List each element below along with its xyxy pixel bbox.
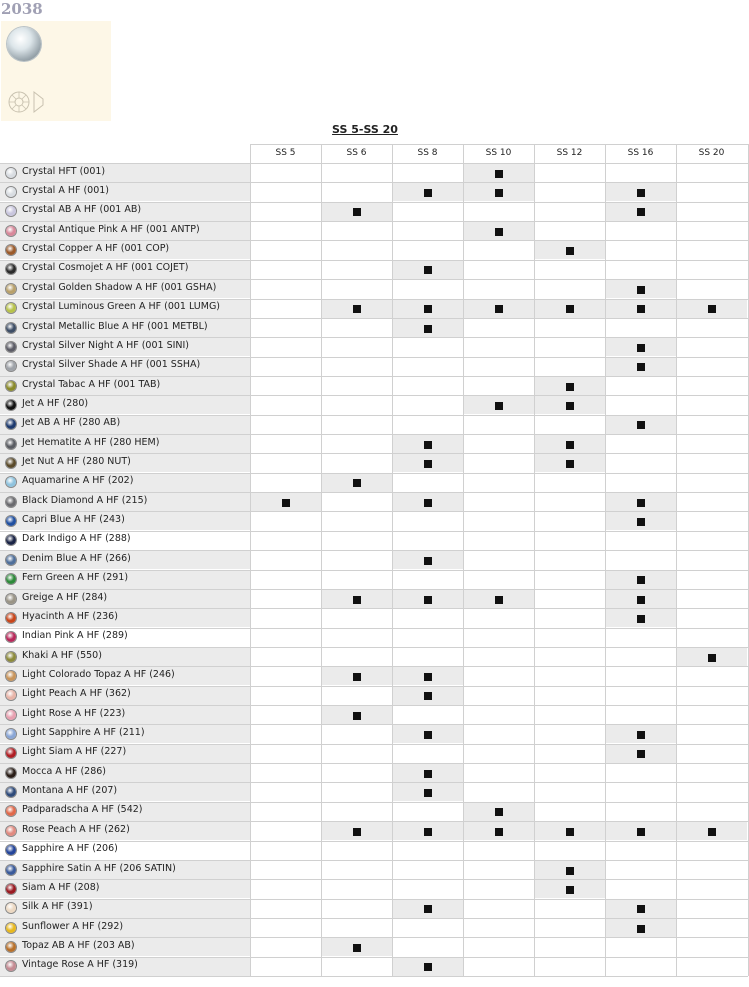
row-label: Light Siam A HF (227) [22, 746, 127, 758]
column-header: SS 8 [417, 148, 438, 158]
availability-mark [424, 596, 432, 604]
column-header: SS 12 [556, 148, 583, 158]
row-label: Crystal Tabac A HF (001 TAB) [22, 378, 161, 390]
row-label: Jet A HF (280) [22, 397, 89, 409]
row-label: Jet AB A HF (280 AB) [22, 417, 121, 429]
availability-mark [424, 692, 432, 700]
row-label: Indian Pink A HF (289) [22, 630, 128, 642]
row-label: Light Sapphire A HF (211) [22, 727, 145, 739]
color-swatch [6, 187, 16, 197]
availability-mark [424, 441, 432, 449]
availability-mark [495, 170, 503, 178]
row-label: Crystal Silver Shade A HF (001 SSHA) [22, 359, 201, 371]
availability-mark [637, 421, 645, 429]
availability-mark [424, 557, 432, 565]
availability-mark [495, 305, 503, 313]
top-view-diagram [8, 91, 30, 113]
availability-mark [424, 905, 432, 913]
row-label: Light Rose A HF (223) [22, 707, 126, 719]
column-header: SS 20 [698, 148, 725, 158]
row-label: Mocca A HF (286) [22, 765, 106, 777]
color-swatch [6, 381, 16, 391]
product-preview [1, 21, 111, 121]
availability-mark [566, 460, 574, 468]
row-label: Khaki A HF (550) [22, 649, 102, 661]
row-label: Padparadscha A HF (542) [22, 804, 143, 816]
color-swatch [6, 400, 16, 410]
product-code: 2038 [1, 0, 43, 18]
availability-mark [353, 208, 361, 216]
row-divider [0, 841, 748, 842]
color-swatch [6, 594, 16, 604]
availability-mark [566, 886, 574, 894]
availability-mark [708, 654, 716, 662]
availability-mark [637, 750, 645, 758]
row-label: Dark Indigo A HF (288) [22, 533, 131, 545]
color-swatch [6, 942, 16, 952]
availability-mark [637, 905, 645, 913]
availability-mark [424, 963, 432, 971]
row-label: Light Peach A HF (362) [22, 688, 131, 700]
column-header: SS 5 [275, 148, 296, 158]
row-label: Crystal Copper A HF (001 COP) [22, 243, 170, 255]
size-range-title: SS 5-SS 20 [332, 123, 398, 136]
color-swatch [6, 497, 16, 507]
row-label: Topaz AB A HF (203 AB) [22, 939, 135, 951]
color-swatch [6, 555, 16, 565]
row-divider [0, 976, 748, 977]
row-label: Jet Nut A HF (280 NUT) [22, 456, 131, 468]
availability-mark [637, 925, 645, 933]
row-label: Sapphire Satin A HF (206 SATIN) [22, 862, 176, 874]
availability-mark [424, 305, 432, 313]
row-label: Fern Green A HF (291) [22, 572, 129, 584]
row-label: Aquamarine A HF (202) [22, 475, 134, 487]
column-header: SS 10 [485, 148, 512, 158]
row-divider [0, 628, 748, 629]
availability-mark [353, 479, 361, 487]
column-header: SS 6 [346, 148, 367, 158]
row-label: Rose Peach A HF (262) [22, 823, 130, 835]
availability-mark [637, 189, 645, 197]
color-swatch [6, 768, 16, 778]
column-divider [534, 144, 535, 976]
row-label: Crystal AB A HF (001 AB) [22, 204, 142, 216]
row-label: Siam A HF (208) [22, 881, 100, 893]
color-swatch [6, 168, 16, 178]
row-label: Sapphire A HF (206) [22, 843, 118, 855]
availability-mark [495, 596, 503, 604]
color-swatch [6, 613, 16, 623]
availability-mark [495, 828, 503, 836]
row-label: Crystal Cosmojet A HF (001 COJET) [22, 262, 189, 274]
availability-mark [708, 828, 716, 836]
color-swatch [6, 284, 16, 294]
row-label: Light Colorado Topaz A HF (246) [22, 668, 175, 680]
color-swatch [6, 671, 16, 681]
row-label: Crystal Silver Night A HF (001 SINI) [22, 339, 190, 351]
color-swatch [6, 323, 16, 333]
column-header: SS 16 [627, 148, 654, 158]
color-swatch [6, 845, 16, 855]
availability-mark [566, 867, 574, 875]
row-label: Capri Blue A HF (243) [22, 514, 125, 526]
availability-mark [566, 305, 574, 313]
availability-mark [637, 363, 645, 371]
color-swatch [6, 342, 16, 352]
row-label: Silk A HF (391) [22, 901, 93, 913]
color-swatch [6, 710, 16, 720]
column-divider [321, 144, 322, 976]
availability-mark [353, 596, 361, 604]
availability-mark [495, 402, 503, 410]
availability-mark [495, 189, 503, 197]
availability-mark [637, 305, 645, 313]
row-label: Sunflower A HF (292) [22, 920, 124, 932]
row-label: Black Diamond A HF (215) [22, 494, 148, 506]
availability-mark [637, 828, 645, 836]
availability-mark [424, 266, 432, 274]
availability-mark [353, 944, 361, 952]
column-divider [250, 144, 251, 976]
availability-mark [637, 208, 645, 216]
availability-mark [637, 499, 645, 507]
availability-mark [282, 499, 290, 507]
availability-mark [424, 789, 432, 797]
color-swatch [6, 923, 16, 933]
row-label: Crystal A HF (001) [22, 185, 110, 197]
availability-mark [353, 828, 361, 836]
color-swatch [6, 535, 16, 545]
header-divider [250, 144, 748, 145]
availability-mark [424, 499, 432, 507]
column-divider [605, 144, 606, 976]
availability-mark [566, 828, 574, 836]
row-label: Vintage Rose A HF (319) [22, 959, 138, 971]
availability-mark [495, 808, 503, 816]
color-swatch [6, 865, 16, 875]
availability-mark [637, 576, 645, 584]
column-divider [463, 144, 464, 976]
row-label: Crystal Metallic Blue A HF (001 METBL) [22, 320, 208, 332]
availability-mark [566, 402, 574, 410]
color-swatch [6, 652, 16, 662]
color-swatch [6, 826, 16, 836]
availability-mark [637, 615, 645, 623]
availability-mark [353, 712, 361, 720]
availability-mark [637, 344, 645, 352]
availability-mark [566, 441, 574, 449]
row-label: Jet Hematite A HF (280 HEM) [22, 436, 160, 448]
row-label: Greige A HF (284) [22, 591, 108, 603]
column-divider [676, 144, 677, 976]
availability-mark [637, 731, 645, 739]
availability-mark [708, 305, 716, 313]
row-label: Crystal Luminous Green A HF (001 LUMG) [22, 301, 221, 313]
availability-mark [353, 305, 361, 313]
availability-mark [424, 673, 432, 681]
row-label: Crystal Golden Shadow A HF (001 GSHA) [22, 281, 217, 293]
availability-mark [424, 770, 432, 778]
availability-mark [353, 673, 361, 681]
row-label: Denim Blue A HF (266) [22, 552, 131, 564]
availability-mark [637, 518, 645, 526]
color-swatch [6, 439, 16, 449]
color-swatch [6, 884, 16, 894]
availability-mark [424, 189, 432, 197]
color-swatch [6, 632, 16, 642]
availability-mark [424, 460, 432, 468]
color-swatch [6, 729, 16, 739]
row-label: Crystal Antique Pink A HF (001 ANTP) [22, 223, 200, 235]
availability-mark [566, 383, 574, 391]
availability-mark [424, 828, 432, 836]
row-label: Montana A HF (207) [22, 785, 118, 797]
row-divider [0, 531, 748, 532]
row-label: Hyacinth A HF (236) [22, 610, 118, 622]
availability-mark [424, 731, 432, 739]
availability-mark [566, 247, 574, 255]
availability-mark [637, 286, 645, 294]
color-swatch [6, 226, 16, 236]
side-view-diagram [33, 91, 45, 113]
availability-mark [424, 325, 432, 333]
stone-image [7, 27, 41, 61]
availability-mark [637, 596, 645, 604]
availability-mark [495, 228, 503, 236]
color-swatch [6, 458, 16, 468]
row-label: Crystal HFT (001) [22, 165, 106, 177]
